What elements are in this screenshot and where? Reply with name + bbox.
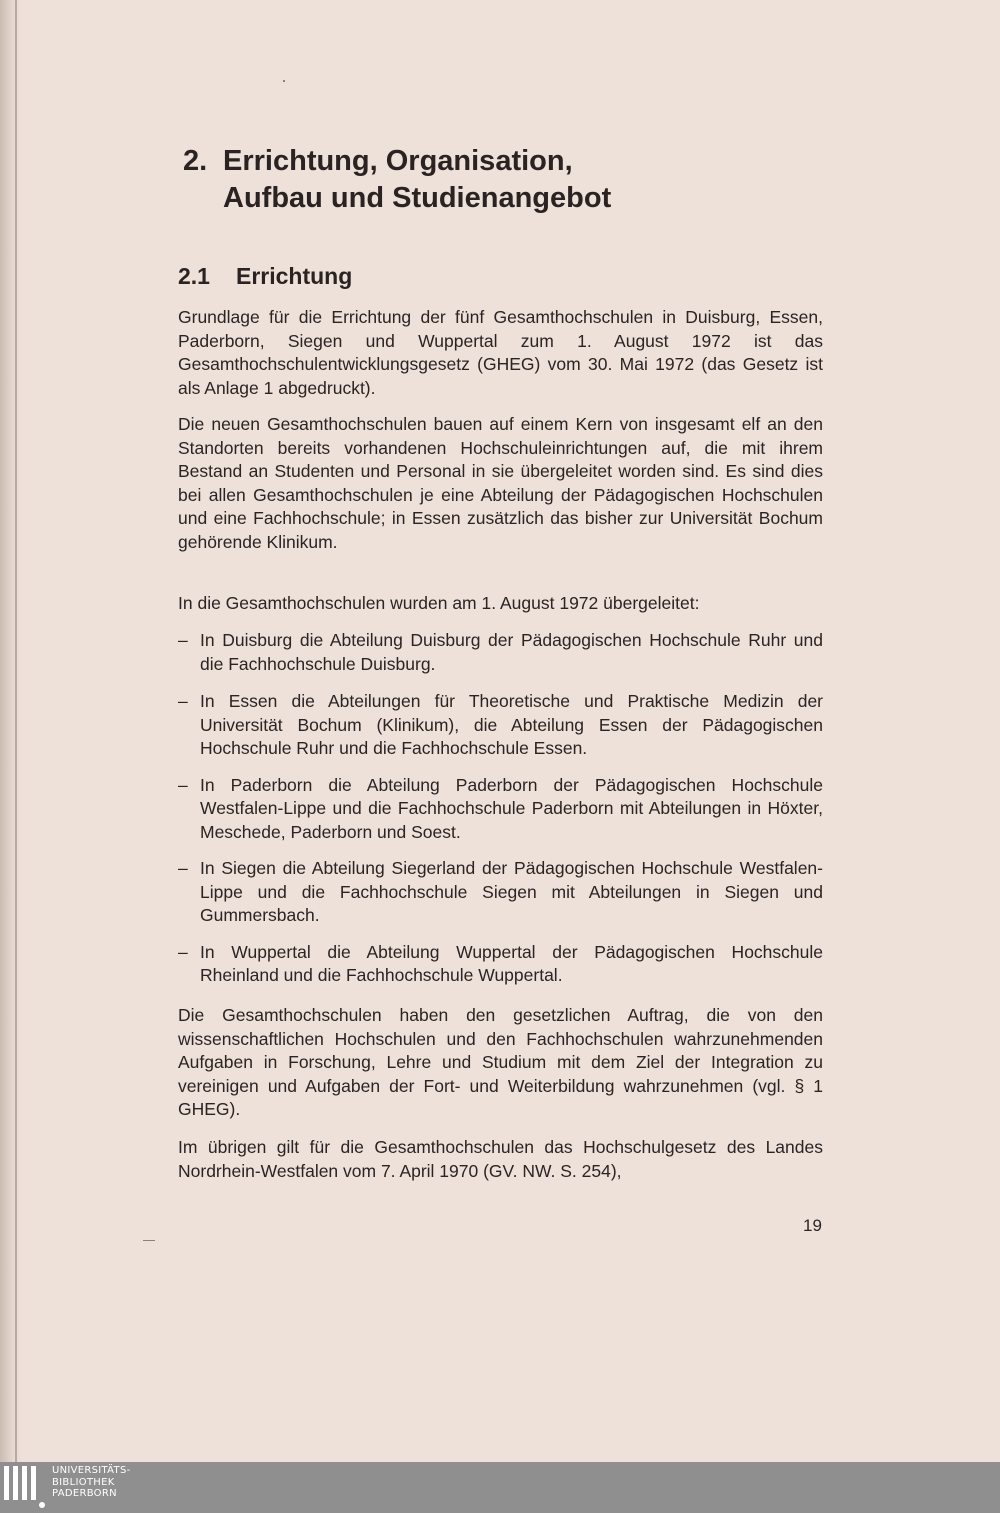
- chapter-title-line-2: Aufbau und Studienangebot: [223, 182, 612, 214]
- list-item-paderborn: [178, 774, 823, 845]
- paragraph-neue-gesamthochschulen: Die neuen Gesamthochschulen bauen auf einem Kern von insgesamt elf an den Standorten bereits vorhandenen Hochschuleinrichtungen auf, die mit ihrem Bestand an Studenten und Personal in sie übergeleitet worden sind. Es sind dies bei allen Gesamthochschulen je eine Abteilung der Pädagogischen Hochschulen und eine Fachhochschule; in Essen zusätzlich das bisher zur Universität Bochum gehörende Klinikum.: [178, 414, 823, 552]
- book-binding-shadow: [0, 0, 22, 1462]
- paragraph-grundlage: Grundlage für die Errichtung der fünf Gesamthochschulen in Duisburg, Essen, Paderborn, Siegen und Wuppertal zum 1. August 1972 ist das Gesamthochschulentwicklungsgesetz (GHEG) vom 30. Mai 1972 (das Gesetz ist als Anlage 1 abgedruckt).: [178, 307, 823, 398]
- list-item-wuppertal: [178, 941, 823, 988]
- list-item-essen: [178, 690, 823, 761]
- library-name-line-1: UNIVERSITÄTS-: [52, 1465, 131, 1476]
- list-dash: –: [178, 691, 188, 711]
- chapter-number: 2.: [183, 145, 208, 177]
- margin-mark: [143, 1240, 155, 1241]
- list-item-text: In Wuppertal die Abteilung Wuppertal der Pädagogischen Hochschule Rheinland und die Fachhochschule Wuppertal.: [200, 941, 823, 985]
- institution-list: [178, 629, 823, 988]
- section-number: 2.1: [178, 263, 210, 289]
- page-number: 19: [803, 1216, 822, 1235]
- list-item-siegen: [178, 857, 823, 928]
- chapter-title: [183, 143, 843, 217]
- library-name: [52, 1465, 131, 1500]
- library-footer-bar: [0, 1462, 1000, 1513]
- list-dash: –: [178, 630, 188, 650]
- paragraph-uebergeleitet: In die Gesamthochschulen wurden am 1. August 1972 übergeleitet:: [178, 593, 700, 613]
- list-item-text: In Essen die Abteilungen für Theoretische und Praktische Medizin der Universität Bochum (Klinikum), die Abteilung Essen der Pädagogischen Hochschule Ruhr und die Fachhochschule Essen.: [200, 691, 823, 758]
- list-dash: –: [178, 858, 188, 878]
- library-name-line-2: BIBLIOTHEK: [52, 1476, 115, 1488]
- list-item-text: In Duisburg die Abteilung Duisburg der Pädagogischen Hochschule Ruhr und die Fachhochschule Duisburg.: [200, 630, 823, 674]
- section-title-text: Errichtung: [236, 263, 353, 289]
- list-item-duisburg: [178, 629, 823, 676]
- library-logo-icon: [4, 1466, 48, 1509]
- paragraph-hochschulgesetz: Im übrigen gilt für die Gesamthochschulen das Hochschulgesetz des Landes Nordrhein-Westfalen vom 7. April 1970 (GV. NW. S. 254),: [178, 1137, 823, 1181]
- list-dash: –: [178, 774, 188, 795]
- list-item-text: In Paderborn die Abteilung Paderborn der Pädagogischen Hochschule Westfalen-Lippe und die Fachhochschule Paderborn mit Abteilungen in Höxter, Meschede, Paderborn und Soest.: [200, 774, 823, 842]
- list-item-text: In Siegen die Abteilung Siegerland der Pädagogischen Hochschule Westfalen-Lippe und die Fachhochschule Siegen mit Abteilungen in Siegen und Gummersbach.: [200, 858, 823, 925]
- library-name-line-3: PADERBORN: [52, 1488, 117, 1499]
- list-dash: –: [178, 941, 188, 962]
- paragraph-auftrag: Die Gesamthochschulen haben den gesetzlichen Auftrag, die von den wissenschaftlichen Hochschulen und den Fachhochschulen wahrzunehmenden Aufgaben in Forschung, Lehre und Studium mit dem Ziel der Integration zu vereinigen und Aufgaben der Fort- und Weiterbildung wahrzunehmen (vgl. § 1 GHEG).: [178, 1005, 823, 1119]
- chapter-title-line-1: Errichtung, Organisation,: [223, 145, 573, 177]
- paper-speck: [283, 80, 285, 82]
- section-title: [178, 261, 352, 291]
- binding-edge-line: [15, 0, 17, 1462]
